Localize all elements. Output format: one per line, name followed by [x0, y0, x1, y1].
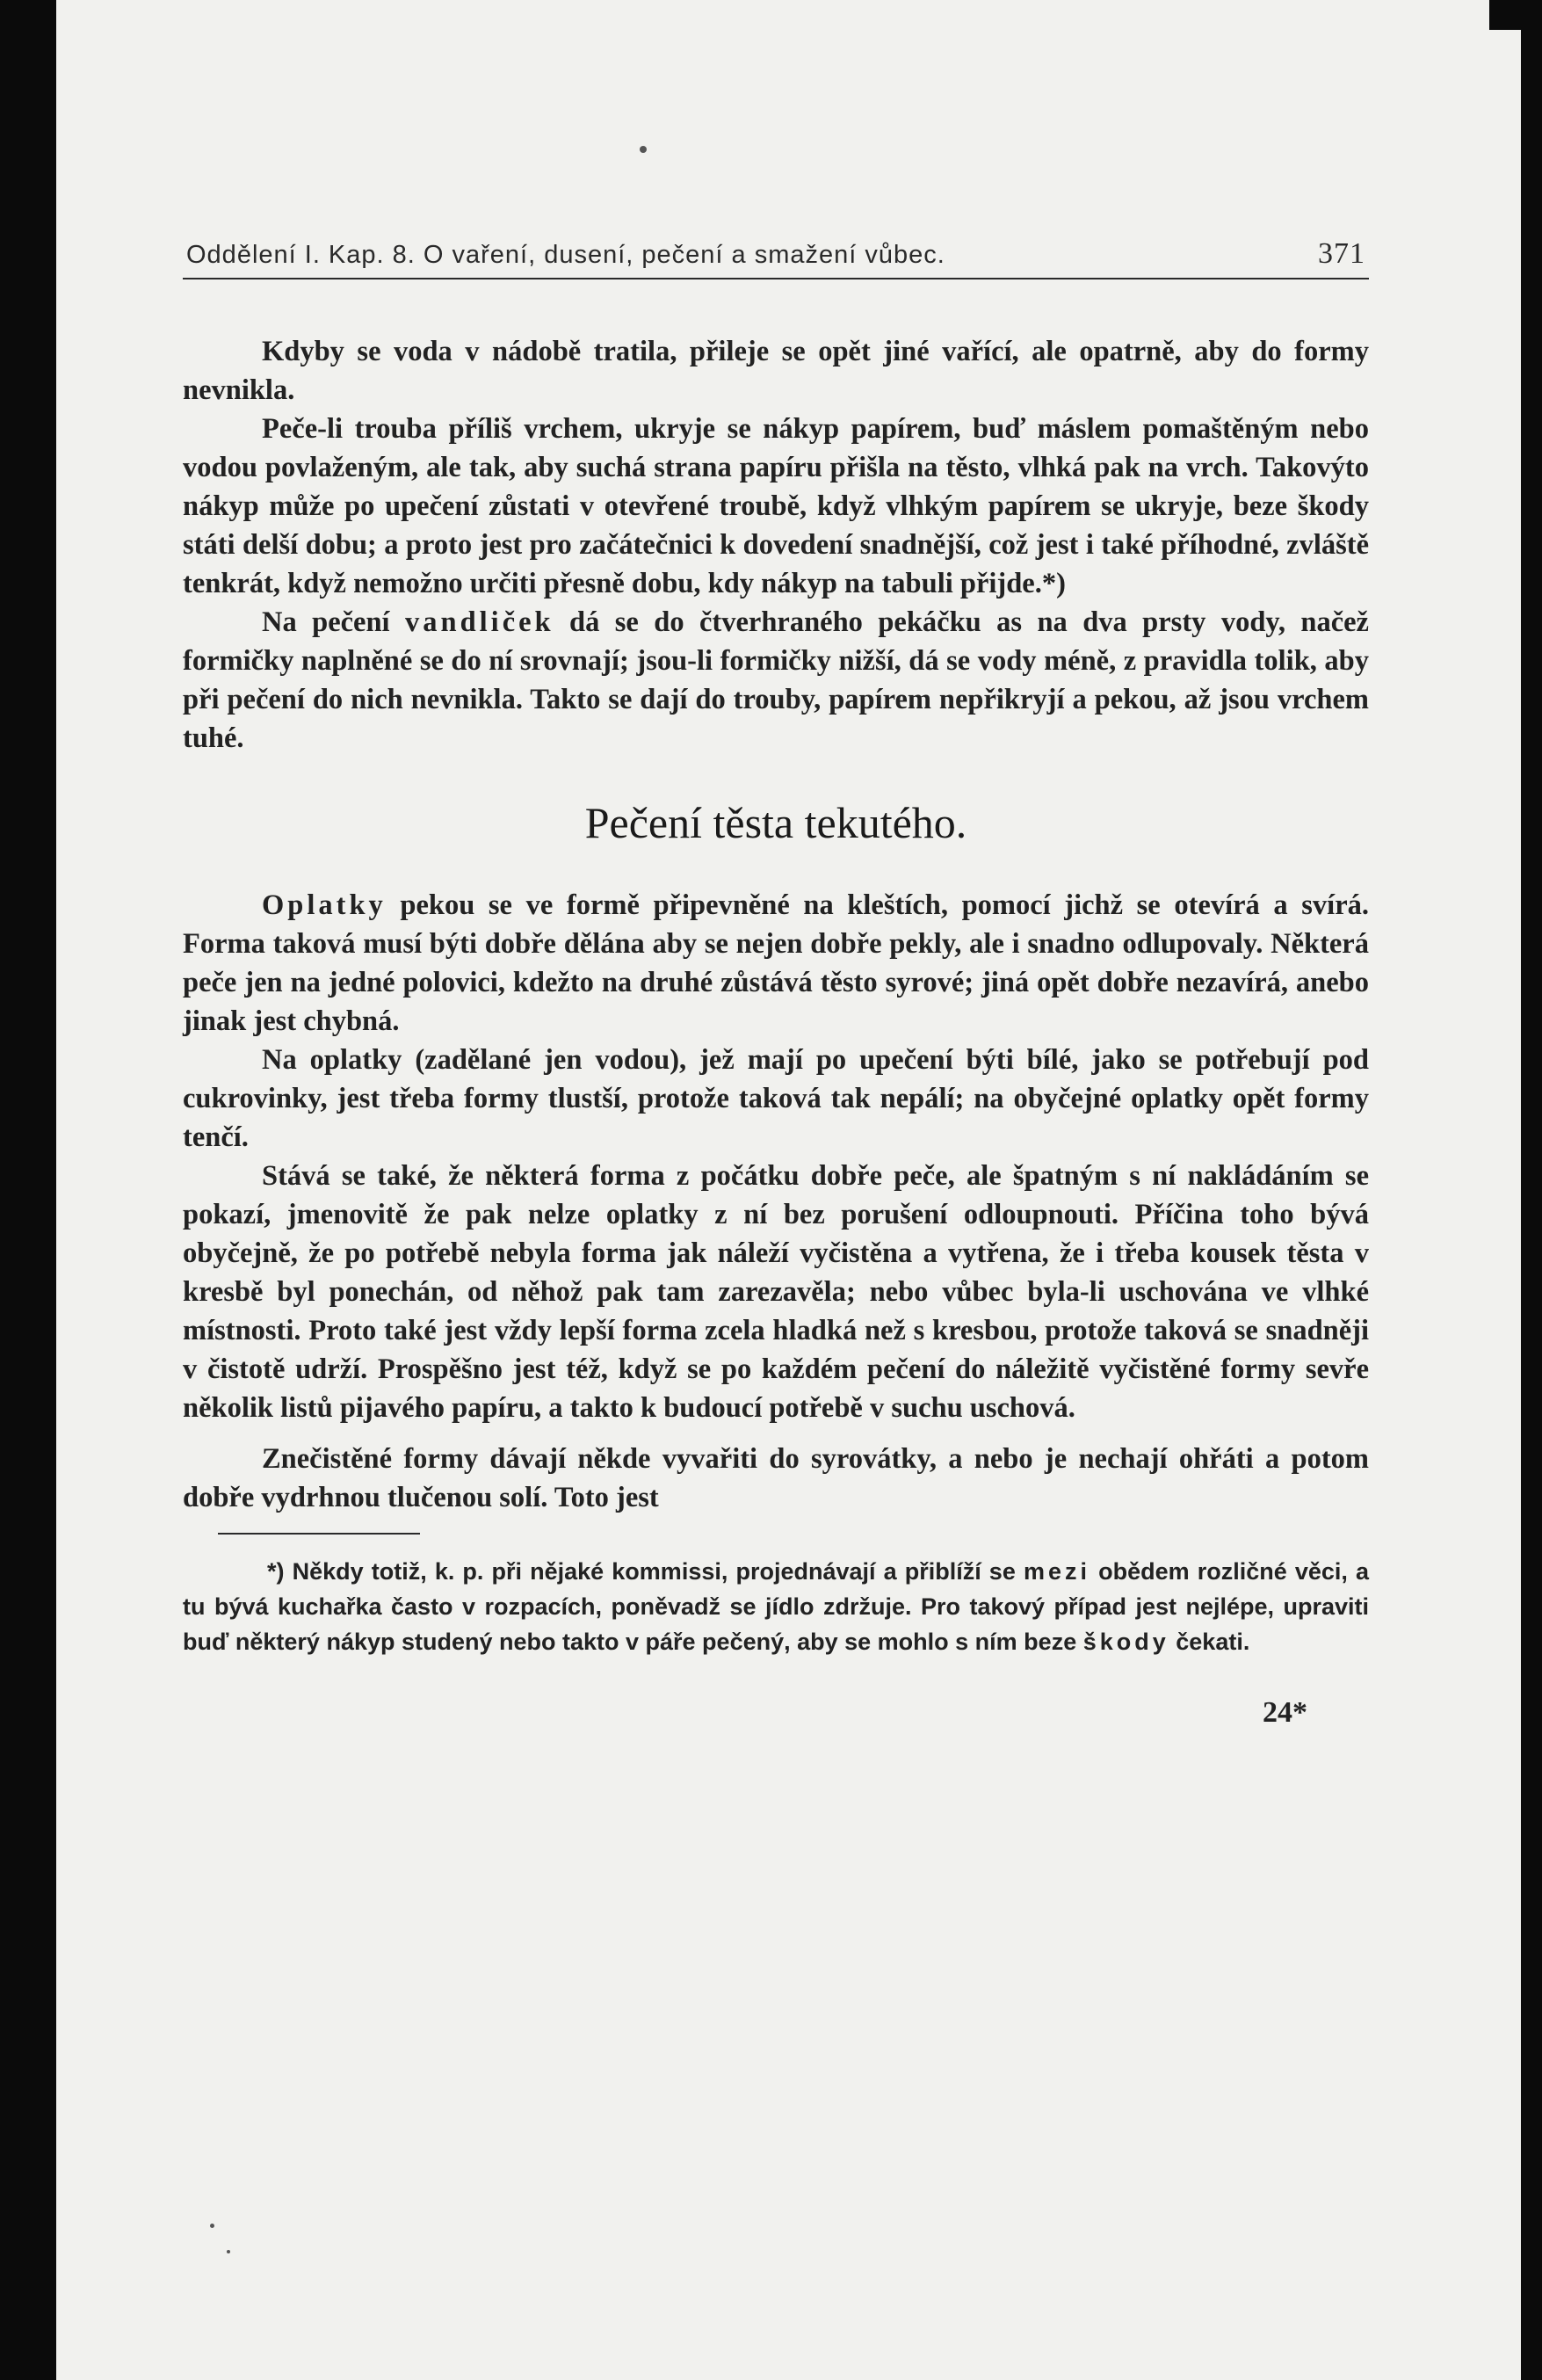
running-head: [183, 237, 1369, 279]
footnote-rule: [218, 1533, 420, 1535]
paragraph-rest: pekou se ve formě připevněné na kleštích, pomocí jichž se otevírá a svírá. Forma taková musí býti dobře dělána aby se nejen dobře pekly, ale i snadno odlupovaly. Některá peče jen na jedné polovici, kdežto na druhé zůstává těsto syrové; jiná opět dobře nezavírá, anebo jinak jest chybná.: [183, 889, 1369, 1037]
spaced-term: škody: [1082, 1629, 1169, 1655]
footnote: [183, 1554, 1369, 1659]
book-page: [56, 0, 1521, 2380]
paragraph-lead: Na pečení: [262, 606, 405, 638]
paragraph-oplatky: [183, 886, 1369, 1041]
footnote-text: čekati.: [1169, 1629, 1250, 1655]
footnote-text: obědem rozličné věci, a tu bývá kuchařka často v rozpacích, poněvadž se jídlo zdržuje. Pro takový případ jest nejlépe, upraviti buď některý nákyp studený nebo takto v páře pečený, aby se mohlo s ním beze: [183, 1558, 1369, 1655]
paragraph: Na oplatky (zadělané jen vodou), jež mají po upečení býti bílé, jako se potřebují pod cukrovinky, jest třeba formy tlustší, protože taková tak nepálí; na obyčejné oplatky opět formy tenčí.: [183, 1044, 1369, 1153]
scan-edge: [1489, 0, 1521, 30]
paragraph: Peče-li trouba příliš vrchem, ukryje se nákyp papírem, buď máslem pomaštěným nebo vodou povlaženým, ale tak, aby suchá strana papíru přišla na těsto, vlhká pak na vrch. Takovýto nákyp může po upečení zůstati v otevřené troubě, když vlhkým papírem se ukryje, beze škody státi delší dobu; a proto jest pro začátečnici k dovedení snadnější, což jest i také příhodné, zvláště tenkrát, když nemožno určiti přesně dobu, kdy nákyp na tabuli přijde.*): [183, 413, 1369, 599]
spaced-term: Oplatky: [262, 889, 387, 921]
paper-speck: [210, 2224, 214, 2228]
spaced-term: mezi: [1023, 1558, 1090, 1585]
body-text: [183, 332, 1369, 1517]
signature-mark: 24*: [1263, 1696, 1307, 1729]
paragraph-rest: dá se do čtverhraného pekáčku as na dva prsty vody, načež formičky naplněné se do ní srovnají; jsou-li formičky nižší, dá se vody méně, z pravidla tolik, aby při pečení do nich nevnikla. Takto se dají do trouby, papírem nepřikryjí a pekou, až jsou vrchem tuhé.: [183, 606, 1369, 754]
paper-speck: [227, 2250, 230, 2253]
paragraph-vandlicky: [183, 603, 1369, 758]
paragraph: Znečistěné formy dávají někde vyvařiti do syrovátky, a nebo je nechají ohřáti a potom dobře vydrhnou tlučenou solí. Toto jest: [183, 1443, 1369, 1513]
spaced-term: vandliček: [405, 606, 554, 638]
page-content: [183, 237, 1369, 1730]
paragraph: Stává se také, že některá forma z počátku dobře peče, ale špatným s ní nakládáním se pokazí, jmenovitě že pak nelze oplatky z ní bez porušení odloupnouti. Příčina toho bývá obyčejně, že po potřebě nebyla forma jak náleží vyčistěna a vytřena, že i třeba kousek těsta v kresbě byl ponechán, od něhož pak tam zarezavěla; nebo vůbec byla-li uschována ve vlhké místnosti. Proto také jest vždy lepší forma zcela hladká než s kresbou, protože taková se snadněji v čistotě udrží. Prospěšno jest též, když se po každém pečení do náležitě vyčistěné formy sevře několik listů pijavého papíru, a takto k budoucí potřebě v suchu uschová.: [183, 1160, 1369, 1424]
paragraph: Kdyby se voda v nádobě tratila, přileje se opět jiné vařící, ale opatrně, aby do formy nevnikla.: [183, 336, 1369, 406]
scan-edge: [1521, 0, 1542, 2380]
section-heading: Pečení těsta tekutého.: [584, 798, 967, 847]
page-number: 371: [1318, 237, 1365, 270]
footnote-text: Někdy totiž, k. p. při nějaké kommissi, projednávají a přiblíží se: [284, 1558, 1024, 1585]
footnote-mark: *): [267, 1558, 285, 1585]
running-head-title: Oddělení I. Kap. 8. O vaření, dusení, pečení a smažení vůbec.: [186, 241, 945, 269]
paper-speck: [640, 146, 647, 153]
